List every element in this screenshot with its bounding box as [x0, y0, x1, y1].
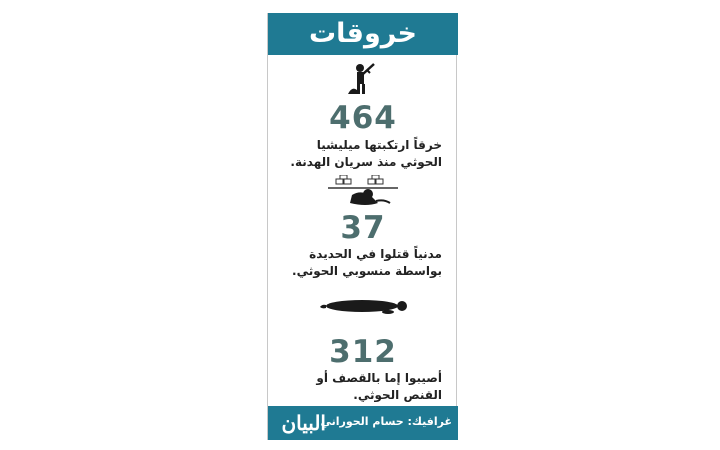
stat-value: 464	[329, 100, 397, 136]
stat-value: 37	[340, 210, 386, 246]
stat-description: خرقاً ارتكبتها ميليشيا الحوثي منذ سريان الهدنة.	[290, 138, 442, 169]
footer-bar	[268, 406, 458, 440]
header-title: خروقات	[268, 13, 458, 55]
stat-description: أصيبوا إما بالقصف أو القنص الحوثي.	[316, 371, 442, 402]
infographic-panel	[267, 13, 457, 440]
stat-value: 312	[329, 334, 397, 370]
wounded-person-icon	[318, 296, 408, 318]
stat-description: مدنياً قتلوا في الحديدة بواسطة منسوبي الحوثي.	[292, 247, 442, 278]
brand-logo: البيان	[281, 411, 326, 435]
victim-under-wall-icon	[328, 175, 398, 207]
graphic-credit: غرافيك: حسام الحوراني	[320, 415, 452, 428]
gunman-icon	[346, 61, 376, 95]
